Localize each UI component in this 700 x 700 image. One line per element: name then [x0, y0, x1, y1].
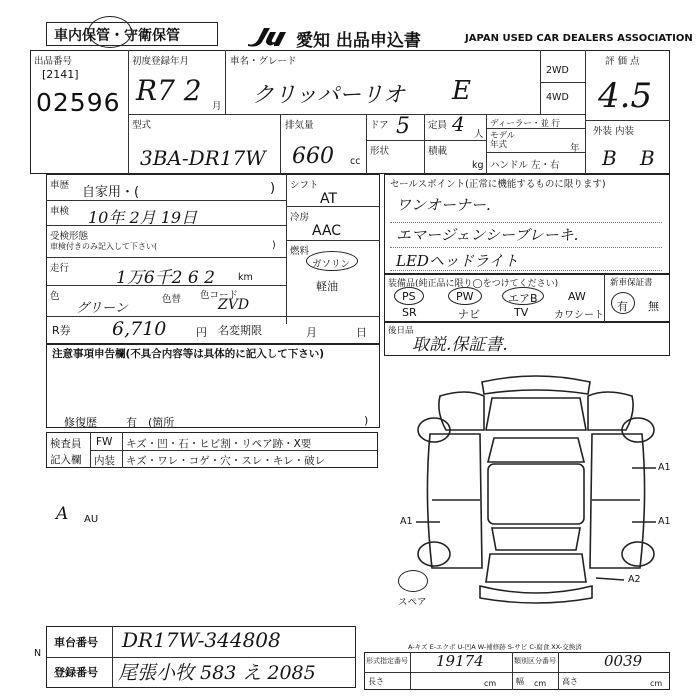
drive-2wd: 2WD [546, 65, 569, 76]
displacement-label: 排気量 [285, 120, 314, 131]
history-value: 自家用・( [82, 185, 140, 200]
mileage-value: 1万6千2 6 2 [116, 268, 215, 288]
inspection-label: 車検 [50, 206, 70, 217]
equip-ps: PS [402, 290, 416, 303]
class-label: 類別区分番号 [514, 657, 556, 665]
storage-yes: 有 [617, 300, 628, 313]
spare-tire [398, 570, 428, 592]
equipment-label: 装備品(純正品に限り◯をつけてください) [388, 279, 559, 289]
class-value: 0039 [604, 652, 643, 670]
title-limit-label: 名変期限 [218, 324, 262, 337]
recycle-unit: 円 [196, 326, 207, 339]
doors-value: 5 [396, 114, 410, 139]
capacity-value: 4 [452, 112, 465, 136]
capacity-label: 定員 [428, 120, 448, 131]
height-unit: cm [650, 679, 663, 688]
color-code-value: ZVD [218, 297, 250, 313]
recycle-label: R券 [52, 324, 71, 337]
type-label: 形式指定番号 [366, 657, 408, 665]
load-unit: kg [472, 160, 484, 171]
chassis-value: DR17W-344808 [122, 628, 281, 652]
form-close: ) [272, 240, 276, 251]
shape-label: 形状 [370, 146, 390, 157]
score-value: 4.5 [598, 76, 653, 116]
first-reg-month-unit: 月 [212, 101, 222, 112]
equip-navi: ナビ [458, 308, 480, 321]
ac-label: 冷房 [290, 212, 310, 223]
repair-label: 修復歴 [64, 416, 97, 429]
day-label: 日 [356, 326, 367, 339]
length-unit: cm [484, 679, 497, 688]
year-unit: 年 [570, 143, 580, 154]
storage-yes-circle [611, 292, 635, 314]
name-grade-label: 車名・グレード [230, 56, 297, 67]
damage-a1-right-2: A1 [658, 516, 671, 527]
color-label: 色 [50, 291, 60, 302]
logo [244, 24, 292, 48]
equip-pw: PW [456, 290, 474, 303]
equip-airbag-circle [502, 287, 544, 305]
month-label: 月 [306, 326, 317, 339]
equip-ps-circle [394, 287, 424, 305]
inspector-row1-items: キズ・凹・石・ヒビ割・リペア跡・X要 [126, 438, 312, 450]
inspection-value: 10年 2月 19日 [88, 208, 198, 227]
height-label: 高さ [562, 677, 578, 686]
damage-a1-right-1: A1 [658, 462, 671, 473]
model-value: 3BA-DR17W [140, 146, 266, 170]
doors-label: ドア [370, 120, 389, 131]
history-close: ) [270, 181, 276, 196]
interior-grade: B [640, 146, 655, 170]
documents-label: 後日品 [388, 326, 414, 336]
margin-mark: N [34, 648, 42, 659]
inspector-mark: A [56, 504, 69, 524]
plate-value: 尾張小牧 583 え 2085 [118, 662, 316, 684]
chassis-label: 車台番号 [54, 636, 98, 649]
first-reg-label: 初度登録年月 [132, 56, 190, 67]
lot-sub-number: [2141] [42, 68, 79, 81]
equip-pw-circle [448, 287, 482, 305]
mileage-label: 走行 [50, 263, 70, 274]
grade-value: E [452, 76, 471, 106]
org-title: 愛知 出品申込書 [296, 31, 421, 51]
equip-airbag: エアB [508, 292, 538, 305]
location-label: (箇所 [148, 416, 175, 429]
spare-label: スペア [398, 597, 427, 608]
color-change-label: 色替 [162, 294, 182, 305]
inspector-row2-items: キズ・ワレ・コゲ・穴・スレ・キレ・破レ [126, 455, 326, 467]
inspector-label-2: 記入欄 [50, 454, 82, 466]
form-label: 受検形態 [50, 231, 89, 242]
storage-no: 無 [648, 300, 659, 313]
org-english: JAPAN USED CAR DEALERS ASSOCIATION [465, 33, 693, 44]
lot-label: 出品番号 [34, 56, 73, 67]
shift-value: AT [320, 191, 338, 207]
keep-circle-mark [88, 16, 132, 48]
width-label: 幅 [516, 677, 524, 686]
inspector-mark-code: AU [84, 514, 99, 525]
recycle-value: 6,710 [112, 318, 167, 340]
equip-sr: SR [402, 306, 417, 319]
capacity-unit: 人 [474, 129, 484, 140]
color-code-label: 色コード [200, 290, 239, 301]
mileage-unit: km [238, 272, 253, 283]
inspector-row1-cat: FW [96, 436, 113, 448]
length-label: 長さ [368, 677, 384, 686]
fuel-label: 燃料 [290, 246, 310, 257]
selling-point-1: ワンオーナー. [396, 196, 491, 214]
first-reg-value: R7 2 [136, 74, 202, 107]
drive-4wd: 4WD [546, 92, 569, 103]
load-label: 積載 [428, 146, 448, 157]
repair-value: 有 [126, 416, 137, 429]
fuel-gasoline: ガソリン [312, 259, 351, 270]
type-value: 19174 [436, 652, 484, 670]
damage-a2: A2 [628, 574, 641, 585]
inspector-label-1: 検査員 [50, 438, 82, 450]
damage-a1-left: A1 [400, 516, 413, 527]
lot-number: 02596 [36, 88, 121, 117]
model-label: 型式 [132, 120, 152, 131]
displacement-unit: cc [350, 156, 361, 167]
inspector-row2-cat: 内装 [94, 455, 115, 467]
documents-value: 取説.保証書. [412, 335, 508, 355]
color-value: グリーン [76, 301, 128, 316]
width-unit: cm [534, 679, 547, 688]
selling-point-2: エマージェンシーブレーキ. [396, 226, 579, 244]
selling-point-3: LEDヘッドライト [396, 252, 519, 270]
history-label: 車歴 [50, 180, 70, 191]
plate-label: 登録番号 [54, 666, 98, 679]
keep-label: 車内保管・守衛保管 [54, 28, 180, 44]
handle-label: ハンドル 左・右 [490, 160, 560, 171]
fuel-gasoline-circle [306, 251, 358, 271]
equip-tv: TV [514, 306, 529, 319]
fuel-diesel: 軽油 [316, 280, 338, 293]
storage-label: 新車保証書 [610, 278, 653, 288]
form-sub: 車検付きのみ記入して下さい( [50, 242, 158, 251]
model-year-label: モデル 年式 [490, 131, 516, 150]
dealer-label: ディーラー・並 行 [490, 119, 561, 129]
notes-label: 注意事項申告欄(不具合内容等は具体的に記入して下さい) [52, 348, 325, 360]
equip-aw: AW [568, 290, 586, 303]
exterior-interior-label: 外装 内装 [593, 126, 635, 137]
score-label: 評価点 [605, 56, 643, 67]
location-close: ) [364, 414, 369, 427]
exterior-grade: B [602, 146, 617, 170]
shift-label: シフト [290, 180, 319, 191]
selling-points-label: セールスポイント(正常に機能するものに限ります) [390, 179, 606, 190]
name-value: クリッパーリオ [252, 83, 405, 108]
equip-seat: カワシート [554, 310, 604, 321]
ac-value: AAC [312, 223, 342, 239]
legend-codes: A-キズ E-エクボ U-凹A W-補修跡 S-サビ C-腐食 XX-交換済 [408, 643, 582, 651]
displacement-value: 660 [292, 144, 334, 169]
